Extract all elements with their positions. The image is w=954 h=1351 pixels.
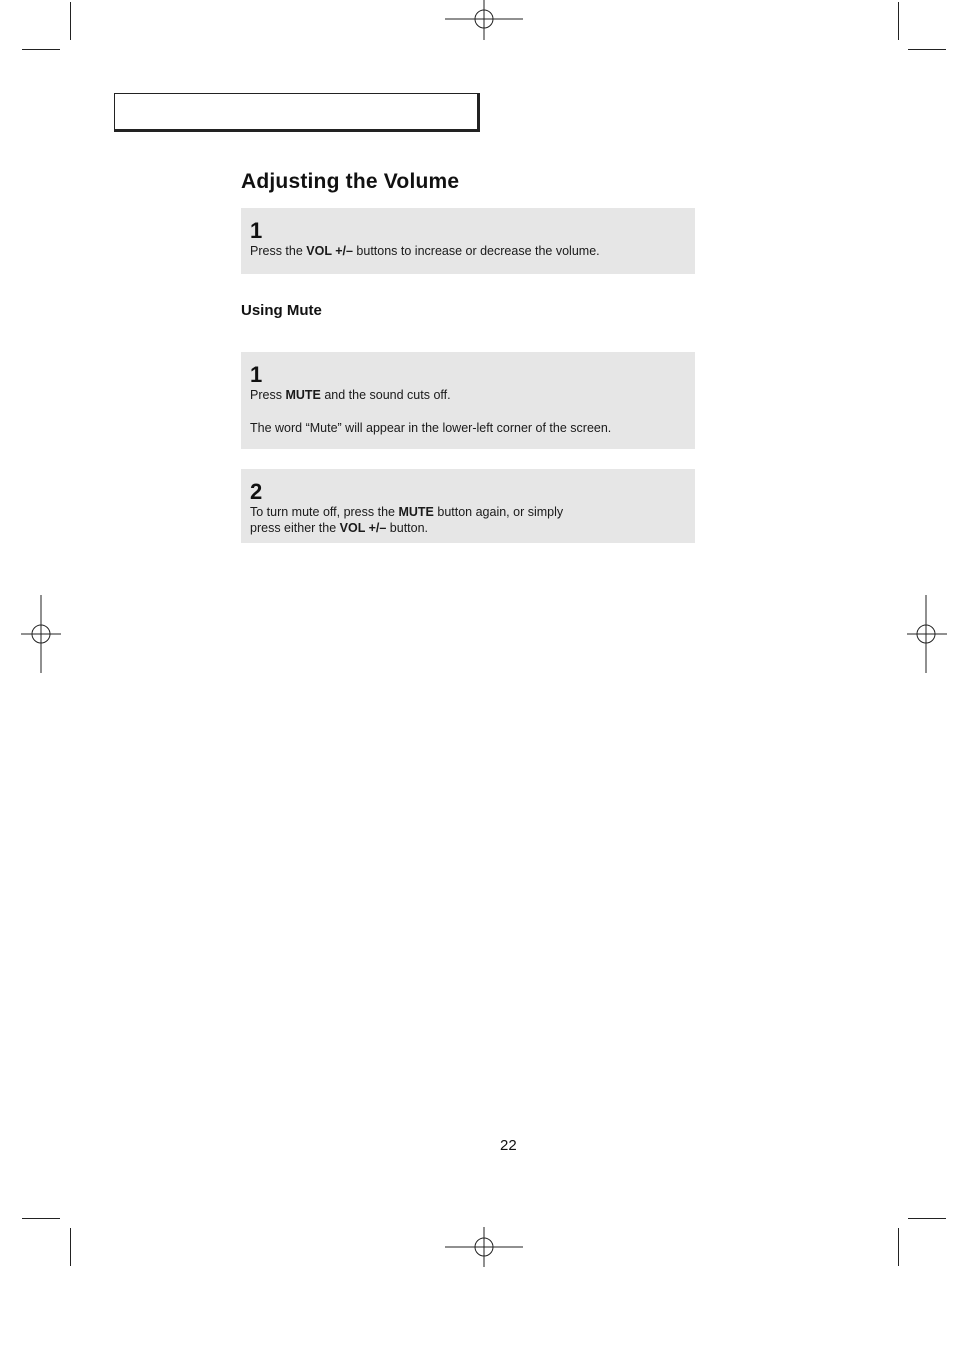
crop-mark <box>70 1228 71 1266</box>
step-text: Press MUTE and the sound cuts off. <box>250 388 451 402</box>
registration-mark-icon <box>445 0 523 40</box>
step-note: The word “Mute” will appear in the lower-left corner of the screen. <box>250 421 612 435</box>
step-text: Press the VOL +/– buttons to increase or decrease the volume. <box>250 244 600 258</box>
crop-mark <box>898 1228 899 1266</box>
registration-mark-icon <box>21 595 61 673</box>
step-number: 1 <box>250 218 263 243</box>
mute-step-2-box <box>241 469 695 543</box>
crop-mark <box>908 49 946 50</box>
page-title: Adjusting the Volume <box>241 170 460 193</box>
step-text: To turn mute off, press the MUTE button again, or simply press either the VOL +/– button. <box>250 505 564 535</box>
header-box <box>114 93 480 132</box>
crop-mark <box>22 1218 60 1219</box>
registration-mark-icon <box>445 1227 523 1267</box>
page-number: 22 <box>500 1137 517 1154</box>
section-heading: Using Mute <box>241 302 322 319</box>
registration-mark-icon <box>907 595 947 673</box>
crop-mark <box>22 49 60 50</box>
crop-mark <box>908 1218 946 1219</box>
step-number: 2 <box>250 479 263 504</box>
crop-mark <box>70 2 71 40</box>
crop-mark <box>898 2 899 40</box>
mute-step-1-box <box>241 352 695 449</box>
volume-step-box <box>241 208 695 274</box>
step-number: 1 <box>250 362 263 387</box>
